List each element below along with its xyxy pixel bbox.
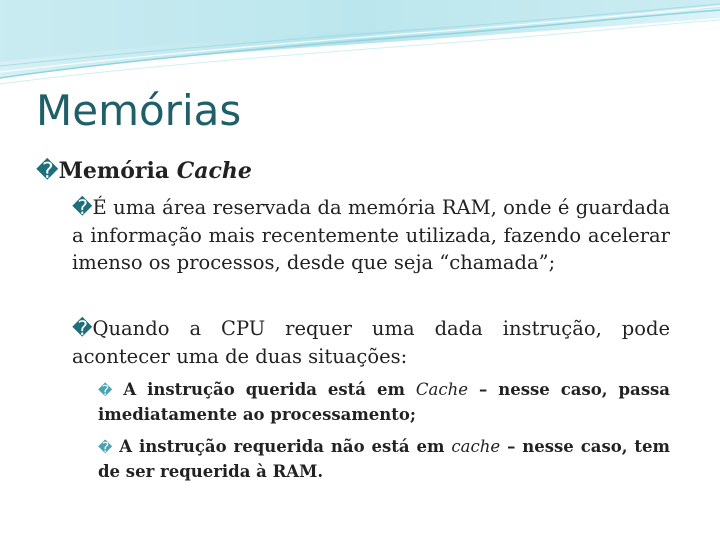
bullet-icon: � bbox=[98, 383, 113, 399]
sub-list-item bbox=[98, 435, 670, 483]
sub-item-text: A instrução querida está em bbox=[123, 380, 416, 399]
sub-item-text-end: – nesse caso, passa imediatamente ao processamento; bbox=[98, 380, 671, 424]
heading-text: Memória bbox=[58, 158, 177, 184]
list-item-text: É uma área reservada da memória RAM, onde é guardada a informação mais recentemente utilizada, fazendo acelerar imenso os processos, desde que seja “chamada”; bbox=[72, 196, 670, 274]
sub-list-item bbox=[98, 378, 670, 426]
slide-title: Memórias bbox=[36, 86, 242, 135]
bullet-icon: � bbox=[72, 316, 93, 340]
list-item bbox=[72, 194, 670, 277]
bullet-icon: � bbox=[98, 440, 113, 456]
bullet-icon: � bbox=[36, 159, 59, 184]
sub-item-italic: cache bbox=[451, 437, 501, 456]
sub-item-text-end: – nesse caso, tem de ser requerida à RAM. bbox=[98, 437, 671, 481]
bullet-icon: � bbox=[72, 195, 93, 219]
sub-item-italic: Cache bbox=[415, 380, 469, 399]
section-heading bbox=[36, 158, 252, 184]
decorative-wave-header bbox=[0, 0, 720, 90]
heading-italic: Cache bbox=[176, 158, 252, 184]
list-item-text: Quando a CPU requer uma dada instrução, pode acontecer uma de duas situações: bbox=[72, 317, 670, 368]
list-item bbox=[72, 315, 670, 370]
sub-item-text: A instrução requerida não está em bbox=[119, 437, 452, 456]
